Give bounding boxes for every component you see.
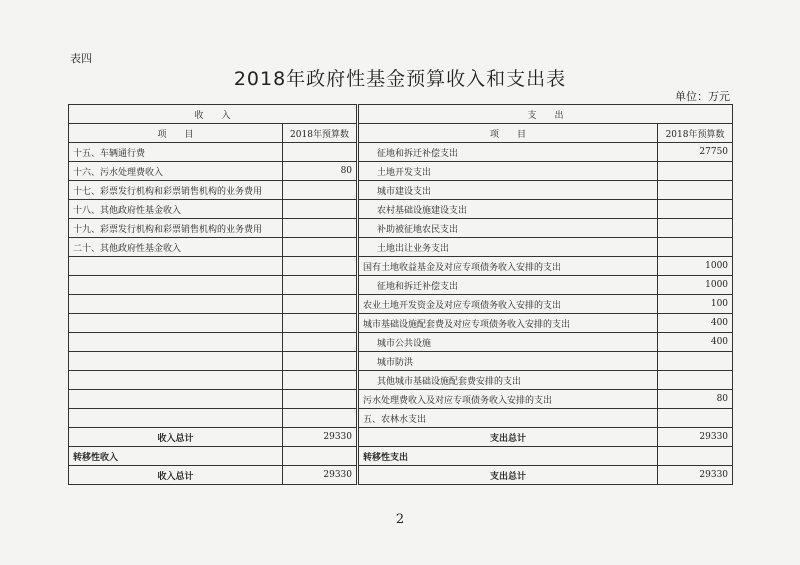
expense-item-cell: 征地和拆迁补偿支出 (358, 276, 658, 295)
expense-value-cell: 1000 (658, 257, 733, 276)
table-row (69, 162, 733, 181)
income-item-cell: 十八、其他政府性基金收入 (69, 200, 283, 219)
income-item-cell: 二十、其他政府性基金收入 (69, 238, 283, 257)
expense-value-cell: 27750 (658, 143, 733, 162)
expense-value-cell (658, 162, 733, 181)
income-item-cell (69, 390, 283, 409)
income-value-cell (283, 200, 358, 219)
income-item-cell: 十六、污水处理费收入 (69, 162, 283, 181)
income-budget-header: 2018年预算数 (283, 124, 358, 143)
income-value-cell (283, 181, 358, 200)
expense-value-cell (658, 352, 733, 371)
expense-item-cell: 城市公共设施 (358, 333, 658, 352)
expense-budget-header: 2018年预算数 (658, 124, 733, 143)
table-row (69, 390, 733, 409)
column-header-row (69, 124, 733, 143)
expense-value-cell: 1000 (658, 276, 733, 295)
expense-value-cell: 100 (658, 295, 733, 314)
income-item-cell: 十五、车辆通行费 (69, 143, 283, 162)
transfer-expense-value (658, 447, 733, 466)
income-value-cell (283, 333, 358, 352)
expense-item-cell: 污水处理费收入及对应专项债务收入安排的支出 (358, 390, 658, 409)
expense-item-cell: 城市基础设施配套费及对应专项债务收入安排的支出 (358, 314, 658, 333)
expense-item-cell: 城市防洪 (358, 352, 658, 371)
section-header-row (69, 105, 733, 124)
page-number: 2 (395, 512, 405, 527)
expense-item-cell: 补助被征地农民支出 (358, 219, 658, 238)
expense-total-label: 支出总计 (358, 428, 658, 447)
income-value-cell (283, 371, 358, 390)
expense-value-cell: 80 (658, 390, 733, 409)
income-item-cell (69, 276, 283, 295)
income-value-cell (283, 219, 358, 238)
expense-grand-total-value: 29330 (658, 466, 733, 485)
page-title: 2018年政府性基金预算收入和支出表 (233, 68, 567, 90)
budget-table (68, 104, 733, 485)
income-value-cell (283, 143, 358, 162)
income-value-cell (283, 314, 358, 333)
income-item-cell (69, 295, 283, 314)
income-item-cell (69, 409, 283, 428)
income-grand-total-value: 29330 (283, 466, 358, 485)
expense-item-cell: 国有土地收益基金及对应专项债务收入安排的支出 (358, 257, 658, 276)
income-item-cell (69, 257, 283, 276)
unit-label: 单位：万元 (675, 90, 730, 103)
table-row (69, 219, 733, 238)
income-header: 收 入 (69, 105, 358, 124)
income-value-cell (283, 257, 358, 276)
table-row (69, 200, 733, 219)
grand-total-row (69, 466, 733, 485)
income-value-cell: 80 (283, 162, 358, 181)
expense-item-cell: 农村基础设施建设支出 (358, 200, 658, 219)
income-item-cell (69, 314, 283, 333)
income-value-cell (283, 352, 358, 371)
expense-header: 支 出 (358, 105, 733, 124)
income-item-cell (69, 352, 283, 371)
income-item-cell (69, 333, 283, 352)
income-value-cell (283, 409, 358, 428)
expense-value-cell (658, 371, 733, 390)
transfer-row (69, 447, 733, 466)
income-total-label: 收入总计 (69, 428, 283, 447)
transfer-income-value (283, 447, 358, 466)
table-row (69, 352, 733, 371)
table-row (69, 295, 733, 314)
total-row (69, 428, 733, 447)
income-value-cell (283, 238, 358, 257)
expense-value-cell (658, 181, 733, 200)
expense-total-value: 29330 (658, 428, 733, 447)
expense-value-cell (658, 409, 733, 428)
income-item-cell (69, 371, 283, 390)
expense-item-cell: 农业土地开发资金及对应专项债务收入安排的支出 (358, 295, 658, 314)
table-row (69, 238, 733, 257)
table-row (69, 143, 733, 162)
expense-item-header: 项 目 (358, 124, 658, 143)
expense-grand-total-label: 支出总计 (358, 466, 658, 485)
transfer-income-label: 转移性收入 (69, 447, 283, 466)
income-value-cell (283, 390, 358, 409)
income-value-cell (283, 295, 358, 314)
expense-item-cell: 土地出让业务支出 (358, 238, 658, 257)
table-row (69, 314, 733, 333)
income-grand-total-label: 收入总计 (69, 466, 283, 485)
expense-item-cell: 土地开发支出 (358, 162, 658, 181)
table-row (69, 409, 733, 428)
expense-item-cell: 城市建设支出 (358, 181, 658, 200)
expense-item-cell: 其他城市基础设施配套费安排的支出 (358, 371, 658, 390)
expense-value-cell (658, 238, 733, 257)
table-row (69, 257, 733, 276)
table-row (69, 276, 733, 295)
income-item-cell: 十九、彩票发行机构和彩票销售机构的业务费用 (69, 219, 283, 238)
expense-item-cell: 征地和拆迁补偿支出 (358, 143, 658, 162)
expense-item-cell: 五、农林水支出 (358, 409, 658, 428)
expense-value-cell (658, 200, 733, 219)
expense-value-cell: 400 (658, 314, 733, 333)
income-item-cell: 十七、彩票发行机构和彩票销售机构的业务费用 (69, 181, 283, 200)
table-row (69, 181, 733, 200)
table-tag: 表四 (70, 52, 92, 65)
table-row (69, 371, 733, 390)
income-total-value: 29330 (283, 428, 358, 447)
income-value-cell (283, 276, 358, 295)
table-row (69, 333, 733, 352)
expense-value-cell (658, 219, 733, 238)
transfer-expense-label: 转移性支出 (358, 447, 658, 466)
expense-value-cell: 400 (658, 333, 733, 352)
income-item-header: 项 目 (69, 124, 283, 143)
